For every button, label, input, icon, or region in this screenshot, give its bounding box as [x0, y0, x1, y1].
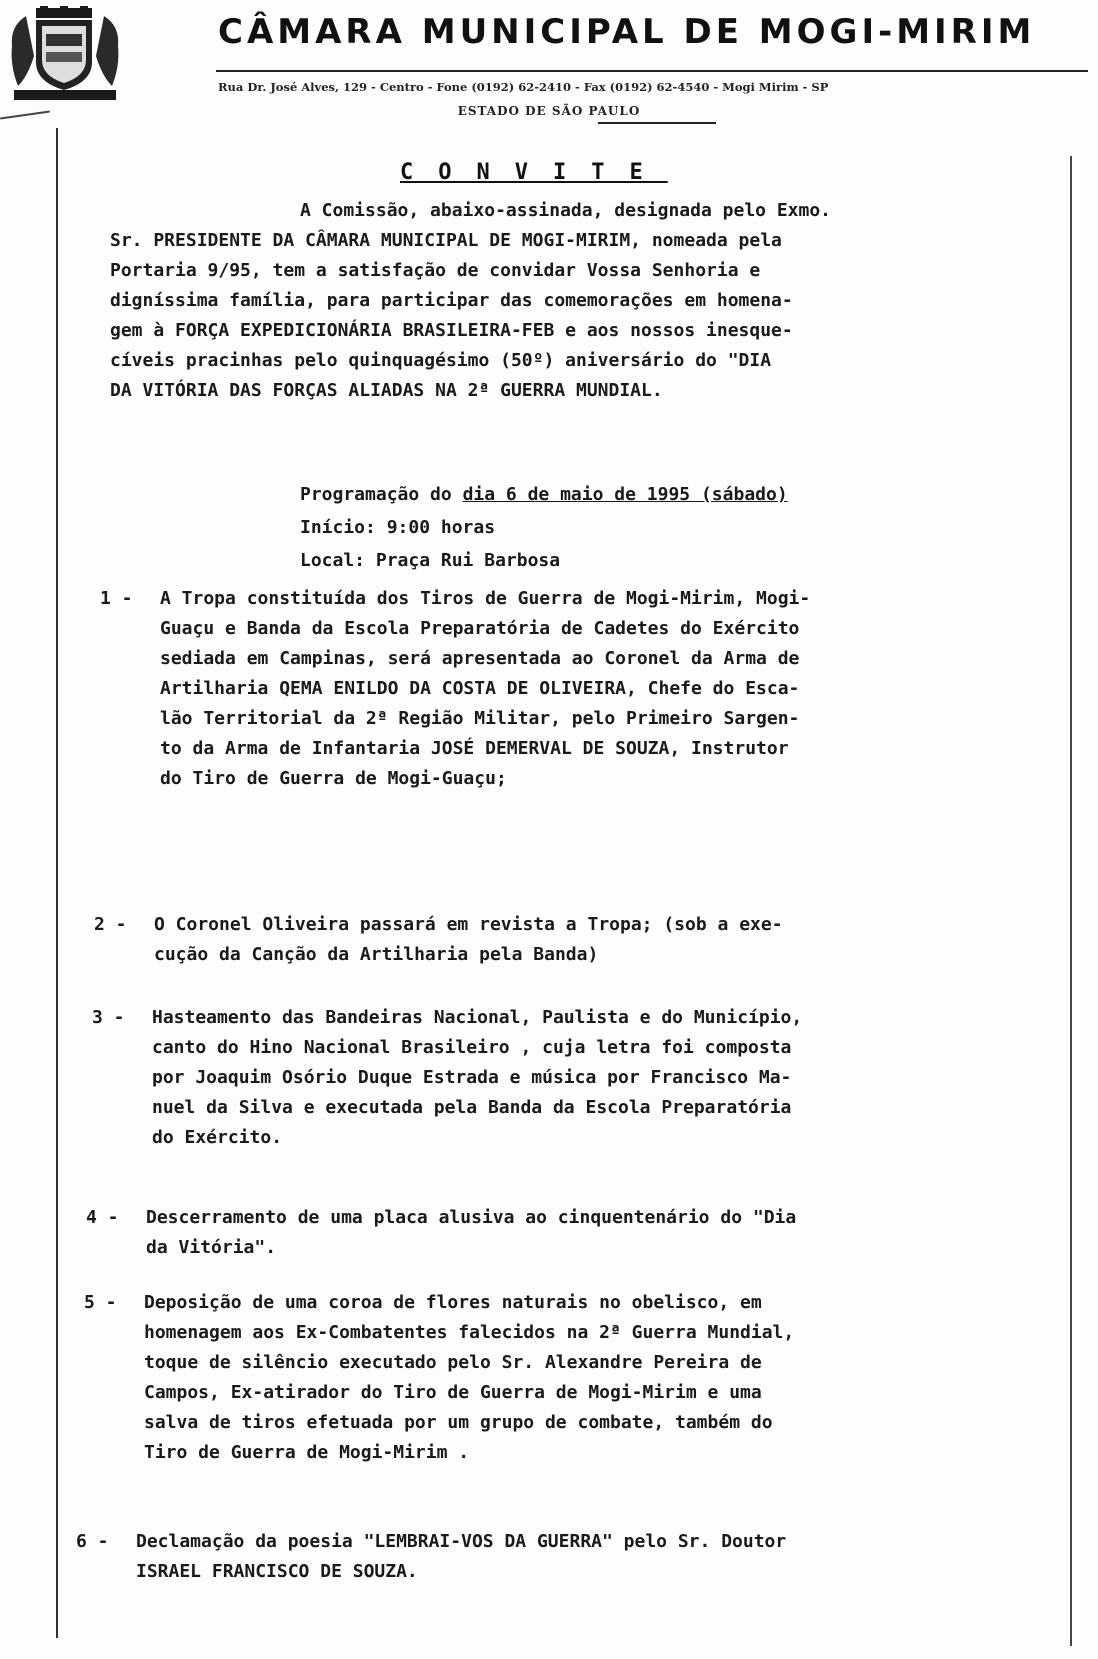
item-line: cução da Canção da Artilharia pela Banda): [154, 944, 599, 965]
item-number: 3 -: [92, 1007, 125, 1028]
item-text: [144, 1288, 794, 1468]
intro-line: Sr. PRESIDENTE DA CÂMARA MUNICIPAL DE MOGI-MIRIM, nomeada pela: [110, 230, 782, 251]
item-number: 2 -: [94, 914, 127, 935]
item-line: O Coronel Oliveira passará em revista a Tropa; (sob a exe-: [154, 914, 783, 935]
right-margin-line: [1070, 156, 1072, 1646]
program-date: dia 6 de maio de 1995 (sábado): [462, 484, 788, 505]
item-line: sediada em Campinas, será apresentada ao Coronel da Arma de: [160, 648, 800, 669]
item-line: salva de tiros efetuada por um grupo de combate, também do: [144, 1412, 773, 1433]
item-text: [152, 1003, 802, 1153]
intro-line: Portaria 9/95, tem a satisfação de convidar Vossa Senhoria e: [110, 260, 761, 281]
item-number: 5 -: [84, 1292, 117, 1313]
item-line: ISRAEL FRANCISCO DE SOUZA.: [136, 1561, 418, 1582]
program-block: [300, 478, 1000, 577]
item-number: 6 -: [76, 1531, 109, 1552]
intro-line: DA VITÓRIA DAS FORÇAS ALIADAS NA 2ª GUERRA MUNDIAL.: [110, 380, 663, 401]
left-margin-line: [56, 128, 58, 1638]
item-line: Descerramento de uma placa alusiva ao cinquentenário do "Dia: [146, 1207, 797, 1228]
item-text: [160, 584, 810, 794]
item-line: toque de silêncio executado pelo Sr. Alexandre Pereira de: [144, 1352, 762, 1373]
item-line: Artilharia QEMA ENILDO DA COSTA DE OLIVEIRA, Chefe do Esca-: [160, 678, 800, 699]
item-text: [136, 1527, 786, 1587]
document-heading: CONVITE: [400, 160, 668, 185]
state-line: ESTADO DE SÃO PAULO: [457, 104, 641, 118]
item-line: canto do Hino Nacional Brasileiro , cuja letra foi composta: [152, 1037, 792, 1058]
item-line: Declamação da poesia "LEMBRAI-VOS DA GUERRA" pelo Sr. Doutor: [136, 1531, 787, 1552]
item-line: nuel da Silva e executada pela Banda da Escola Preparatória: [152, 1097, 792, 1118]
intro-paragraph: [110, 196, 1060, 406]
item-line: Guaçu e Banda da Escola Preparatória de Cadetes do Exército: [160, 618, 800, 639]
item-line: Campos, Ex-atirador do Tiro de Guerra de Mogi-Mirim e uma: [144, 1382, 762, 1403]
item-line: da Vitória".: [146, 1237, 277, 1258]
item-line: A Tropa constituída dos Tiros de Guerra de Mogi-Mirim, Mogi-: [160, 588, 811, 609]
item-line: Deposição de uma coroa de flores naturais no obelisco, em: [144, 1292, 762, 1313]
item-line: Tiro de Guerra de Mogi-Mirim .: [144, 1442, 470, 1463]
item-line: to da Arma de Infantaria JOSÉ DEMERVAL DE SOUZA, Instrutor: [160, 738, 789, 759]
item-line: lão Territorial da 2ª Região Militar, pelo Primeiro Sargen-: [160, 708, 800, 729]
program-start: Início: 9:00 horas: [300, 517, 496, 538]
chamber-title: CÂMARA MUNICIPAL DE MOGI-MIRIM: [218, 12, 1036, 52]
coat-of-arms-icon: [6, 6, 124, 104]
title-divider: [216, 70, 1088, 72]
intro-line: digníssima família, para participar das comemorações em homena-: [110, 290, 793, 311]
item-line: por Joaquim Osório Duque Estrada e música por Francisco Ma-: [152, 1067, 792, 1088]
item-line: do Tiro de Guerra de Mogi-Guaçu;: [160, 768, 507, 789]
item-number: 1 -: [100, 588, 133, 609]
chamber-address: Rua Dr. José Alves, 129 - Centro - Fone (0192) 62-2410 - Fax (0192) 62-4540 - Mogi Mirim - SP: [218, 80, 829, 94]
program-location: Local: Praça Rui Barbosa: [300, 550, 561, 571]
item-line: do Exército.: [152, 1127, 283, 1148]
program-date-prefix: Programação do: [300, 484, 463, 505]
intro-line: cíveis pracinhas pelo quinquagésimo (50º) aniversário do "DIA: [110, 350, 772, 371]
item-line: homenagem aos Ex-Combatentes falecidos na 2ª Guerra Mundial,: [144, 1322, 795, 1343]
intro-line: gem à FORÇA EXPEDICIONÁRIA BRASILEIRA-FEB e aos nossos inesque-: [110, 320, 793, 341]
item-text: [154, 910, 783, 970]
item-number: 4 -: [86, 1207, 119, 1228]
item-line: Hasteamento das Bandeiras Nacional, Paulista e do Município,: [152, 1007, 803, 1028]
intro-line: A Comissão, abaixo-assinada, designada pelo Exmo.: [300, 200, 832, 221]
state-underline: [598, 122, 716, 124]
item-text: [146, 1203, 796, 1263]
program-date-line: [300, 478, 1000, 511]
